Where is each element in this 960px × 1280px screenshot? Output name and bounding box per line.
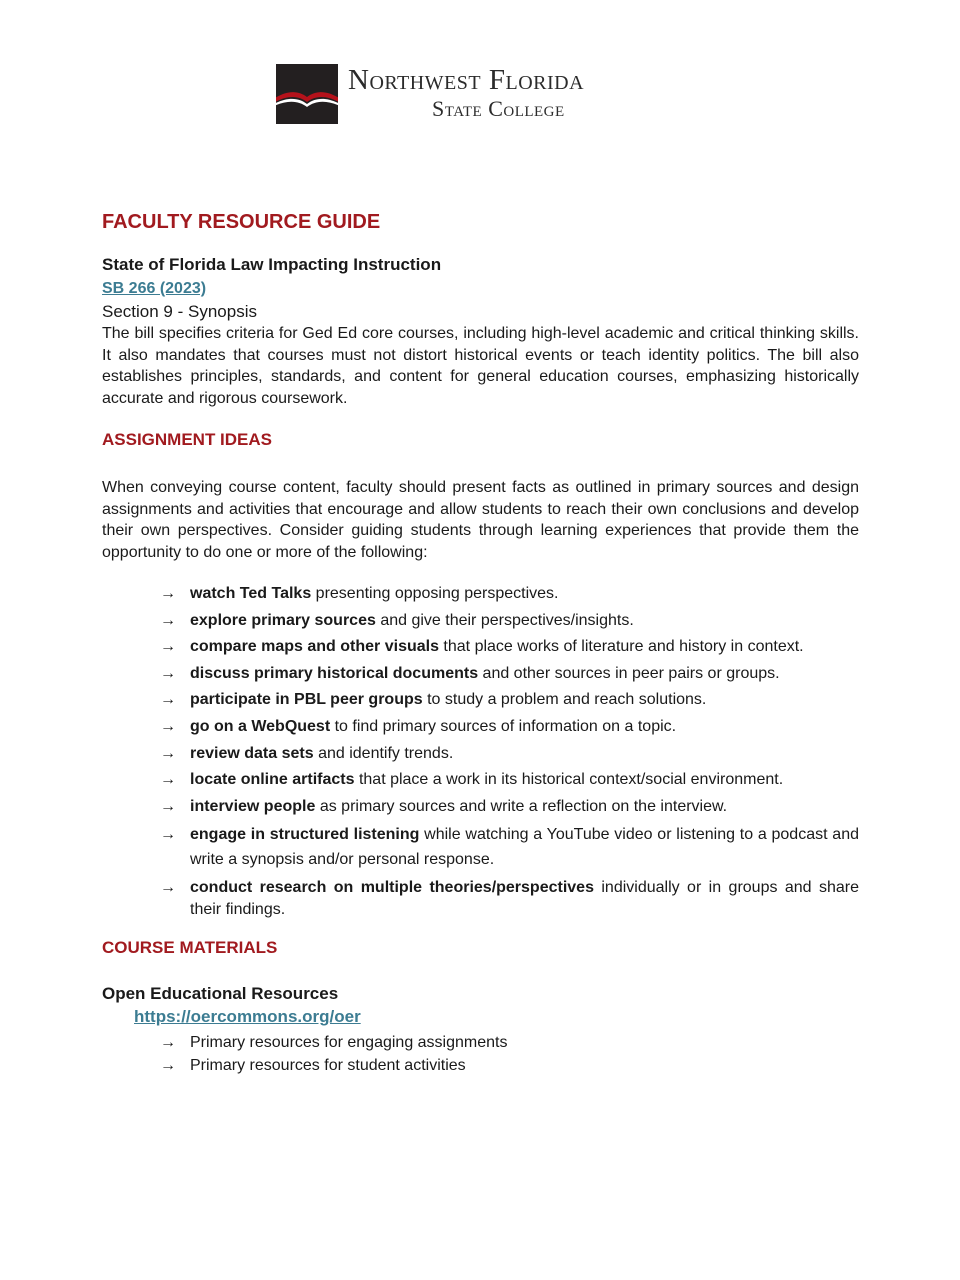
list-item: → locate online artifacts that place a work in its historical context/social environment. <box>160 769 859 791</box>
open-book-logo-icon <box>276 64 338 124</box>
list-item: → watch Ted Talks presenting opposing perspectives. <box>160 583 859 605</box>
arrow-right-icon: → <box>160 638 176 656</box>
arrow-right-icon: → <box>160 611 176 629</box>
arrow-right-icon: → <box>160 744 176 762</box>
arrow-right-icon: → <box>160 878 176 896</box>
list-item: → Primary resources for engaging assignments <box>160 1031 859 1054</box>
section-label: Section 9 - Synopsis <box>102 302 257 321</box>
arrow-right-icon: → <box>160 797 176 815</box>
law-heading: State of Florida Law Impacting Instruction <box>102 255 442 274</box>
arrow-right-icon: → <box>160 1033 176 1051</box>
list-item: → review data sets and identify trends. <box>160 743 859 765</box>
document-body <box>102 210 859 1077</box>
list-item: → conduct research on multiple theories/perspectives individually or in groups and share their findings. <box>160 878 859 918</box>
arrow-right-icon: → <box>160 585 176 602</box>
oercommons-link[interactable]: https://oercommons.org/oer <box>134 1006 361 1026</box>
logo-college-subname: State College <box>432 96 565 121</box>
sb266-link[interactable]: SB 266 (2023) <box>102 280 207 297</box>
list-item: → explore primary sources and give their perspectives/insights. <box>160 610 859 632</box>
oer-resources-list <box>102 1031 859 1077</box>
assignment-intro-paragraph: When conveying course content, faculty should present facts as outlined in primary sources and design assignments and activities that encourage and allow students to reach their own conclusions and develop their own perspectives. Consider guiding students through learning experiences that provide them the opportunity to do one or more of the following: <box>102 479 859 561</box>
list-item: → Primary resources for student activities <box>160 1054 859 1077</box>
arrow-right-icon: → <box>160 771 176 789</box>
list-item: → interview people as primary sources and write a reflection on the interview. <box>160 796 859 818</box>
arrow-right-icon: → <box>160 691 176 709</box>
arrow-right-icon: → <box>160 1056 176 1074</box>
page-title: FACULTY RESOURCE GUIDE <box>102 211 381 233</box>
course-materials-heading: COURSE MATERIALS <box>102 937 278 957</box>
logo-college-name: Northwest Florida <box>348 64 585 96</box>
oer-heading: Open Educational Resources <box>102 983 339 1003</box>
list-item: → participate in PBL peer groups to study a problem and reach solutions. <box>160 689 859 711</box>
list-item: → compare maps and other visuals that place works of literature and history in context. <box>160 636 859 658</box>
college-logo <box>270 62 690 128</box>
assignment-ideas-list <box>102 583 859 921</box>
list-item: → engage in structured listening while watching a YouTube video or listening to a podcast and write a synopsis and/or personal response. <box>160 822 859 872</box>
list-item: → discuss primary historical documents and other sources in peer pairs or groups. <box>160 663 859 685</box>
arrow-right-icon: → <box>160 664 176 682</box>
arrow-right-icon: → <box>160 717 176 735</box>
list-item: → go on a WebQuest to find primary sources of information on a topic. <box>160 716 859 738</box>
synopsis-paragraph: The bill specifies criteria for Ged Ed core courses, including high-level academic and critical thinking skills. It also mandates that courses must not distort historical events or teach identity politics. The bill also establishes principles, standards, and content for general education courses, emphasizing historically accurate and rigorous coursework. <box>102 325 859 407</box>
arrow-right-icon: → <box>160 826 176 844</box>
assignment-ideas-heading: ASSIGNMENT IDEAS <box>102 430 273 449</box>
